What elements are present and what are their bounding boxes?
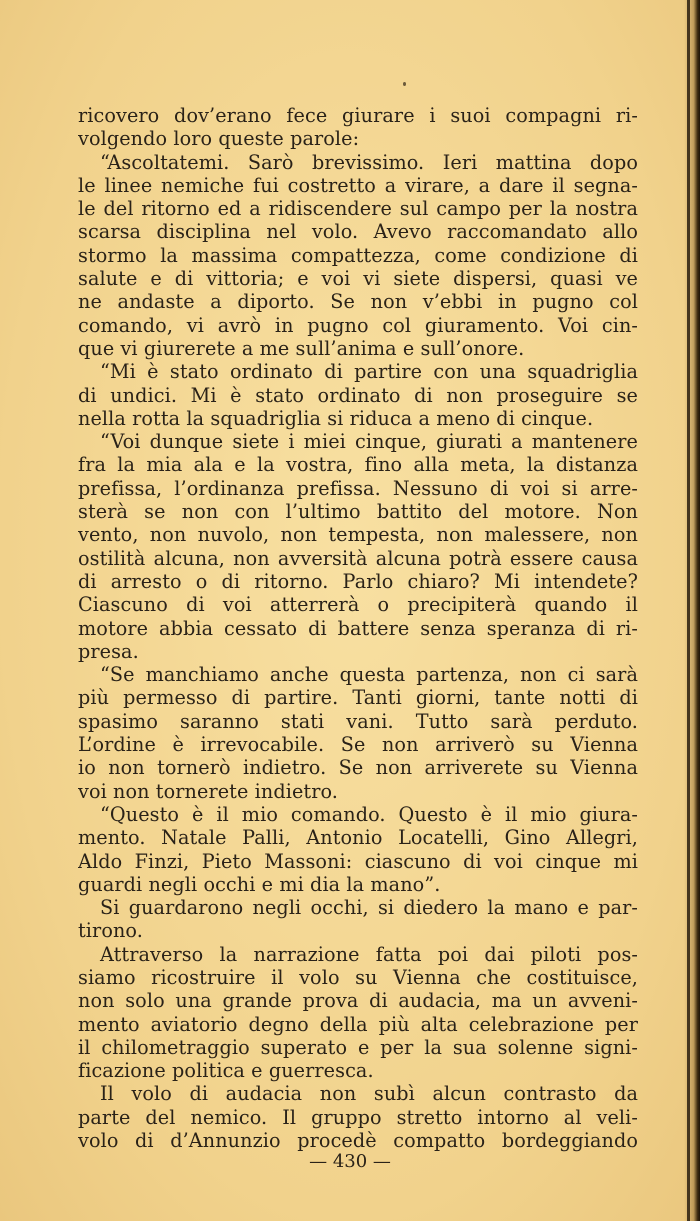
text-line: ostilità alcuna, non avversità alcuna potrà essere causa bbox=[78, 546, 638, 570]
text-line: Si guardarono negli occhi, si diedero la mano e par- bbox=[100, 896, 638, 920]
text-line: volo di d’Annunzio procedè compatto bordeggiando bbox=[78, 1129, 638, 1153]
text-line: mento aviatorio degno della più alta celebrazione per bbox=[78, 1012, 638, 1036]
text-line: di undici. Mi è stato ordinato di non proseguire se bbox=[78, 383, 638, 407]
text-line: più permesso di partire. Tanti giorni, tante notti di bbox=[78, 686, 638, 710]
text-line: Attraverso la narrazione fatta poi dai piloti pos- bbox=[100, 942, 638, 966]
page-edge-line bbox=[687, 0, 690, 1221]
text-line: prefissa, l’ordinanza prefissa. Nessuno di voi si arre- bbox=[78, 476, 638, 500]
text-line: salute e di vittoria; e voi vi siete dispersi, quasi ve bbox=[78, 267, 638, 291]
text-line: L’ordine è irrevocabile. Se non arriverò su Vienna bbox=[78, 733, 638, 757]
text-line: Aldo Finzi, Pieto Massoni: ciascuno di voi cinque mi bbox=[78, 849, 638, 873]
text-line: “Voi dunque siete i miei cinque, giurati a mantenere bbox=[100, 430, 638, 454]
text-line: “Questo è il mio comando. Questo è il mio giura- bbox=[100, 802, 638, 826]
text-line: nella rotta la squadriglia si riduca a meno di cinque. bbox=[78, 406, 594, 430]
text-line: ficazione politica e guerresca. bbox=[78, 1059, 374, 1083]
body-text bbox=[78, 104, 638, 1152]
text-line: non solo una grande prova di audacia, ma un avveni- bbox=[78, 989, 638, 1013]
text-line: le del ritorno ed a ridiscendere sul campo per la nostra bbox=[78, 197, 638, 221]
text-line: comando, vi avrò in pugno col giuramento. Voi cin- bbox=[78, 313, 638, 337]
text-line: sterà se non con l’ultimo battito del motore. Non bbox=[78, 500, 638, 524]
text-line: mento. Natale Palli, Antonio Locatelli, Gino Allegri, bbox=[78, 826, 638, 850]
text-line: “Ascoltatemi. Sarò brevissimo. Ieri mattina dopo bbox=[100, 150, 638, 174]
text-line: il chilometraggio superato e per la sua solenne signi- bbox=[78, 1035, 638, 1059]
text-line: que vi giurerete a me sull’anima e sull’onore. bbox=[78, 336, 525, 360]
text-line: “Se manchiamo anche questa partenza, non ci sarà bbox=[100, 663, 638, 687]
text-line: volgendo loro queste parole: bbox=[78, 127, 360, 151]
text-line: di arresto o di ritorno. Parlo chiaro? Mi intendete? bbox=[78, 569, 638, 593]
text-line: Il volo di audacia non subì alcun contrasto da bbox=[100, 1082, 638, 1106]
text-line: voi non tornerete indietro. bbox=[78, 779, 338, 803]
text-line: vento, non nuvolo, non tempesta, non malessere, non bbox=[78, 523, 638, 547]
text-line: fra la mia ala e la vostra, fino alla meta, la distanza bbox=[78, 453, 638, 477]
text-line: Ciascuno di voi atterrerà o precipiterà quando il bbox=[78, 593, 638, 617]
text-line: tirono. bbox=[78, 919, 143, 943]
text-line: spasimo saranno stati vani. Tutto sarà perduto. bbox=[78, 709, 638, 733]
text-line: guardi negli occhi e mi dia la mano”. bbox=[78, 872, 441, 896]
page-number: — 430 — bbox=[309, 1151, 391, 1172]
text-line: siamo ricostruire il volo su Vienna che costituisce, bbox=[78, 965, 638, 989]
text-line: “Mi è stato ordinato di partire con una squadriglia bbox=[100, 360, 638, 384]
text-line: io non tornerò indietro. Se non arriverete su Vienna bbox=[78, 756, 638, 780]
paper-speck bbox=[403, 82, 406, 86]
text-line: parte del nemico. Il gruppo stretto intorno al veli- bbox=[78, 1105, 638, 1129]
text-line: scarsa disciplina nel volo. Avevo raccomandato allo bbox=[78, 220, 638, 244]
text-line: ricovero dov’erano fece giurare i suoi compagni ri- bbox=[78, 104, 638, 127]
text-line: le linee nemiche fui costretto a virare, a dare il segna- bbox=[78, 173, 638, 197]
text-line: stormo la massima compattezza, come condizione di bbox=[78, 243, 638, 267]
text-line: ne andaste a diporto. Se non v’ebbi in pugno col bbox=[78, 290, 638, 314]
text-line: motore abbia cessato di battere senza speranza di ri- bbox=[78, 616, 638, 640]
text-line: presa. bbox=[78, 639, 139, 663]
